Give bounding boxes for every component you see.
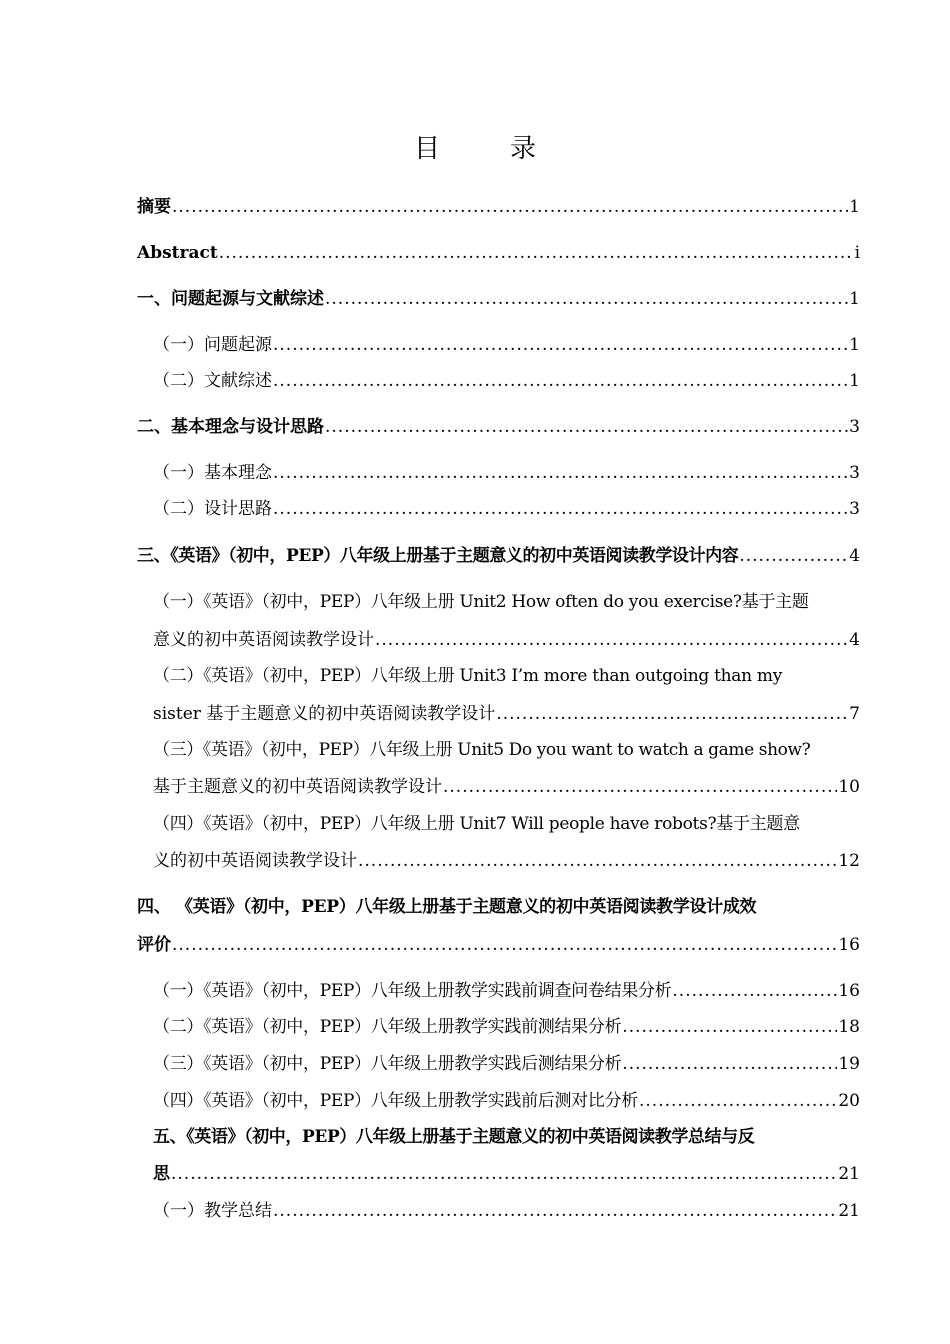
dot-leader [639, 1090, 837, 1112]
toc-page-number: 21 [838, 1164, 860, 1184]
toc-entry-title: Abstract [137, 243, 218, 263]
toc-entry-title: （二）《英语》（初中，PEP）八年级上册 Unit3 I’m more than outgoing than my [153, 666, 783, 686]
dot-leader [171, 1163, 837, 1185]
toc-page-number: 18 [838, 1017, 860, 1037]
toc-page-number: 20 [838, 1091, 860, 1111]
toc-entry-title-cont: sister 基于主题意义的初中英语阅读教学设计 [153, 704, 496, 724]
toc-entry-title: （二）设计思路 [153, 499, 272, 519]
toc-entry-title: （四）《英语》（初中，PEP）八年级上册教学实践前后测对比分析 [153, 1091, 638, 1111]
toc-page-number: i [854, 243, 860, 263]
toc-entry-title: （四）《英语》（初中，PEP）八年级上册 Unit7 Will people have robots?基于主题意 [153, 814, 800, 834]
toc-entry-section-3-1[interactable] [153, 629, 860, 651]
toc-entry-section-1-1[interactable] [153, 334, 860, 356]
toc-page-number: 7 [849, 704, 860, 724]
toc-entry-section-1[interactable] [137, 288, 860, 310]
toc-page-number: 1 [849, 197, 860, 217]
toc-page-number: 1 [849, 371, 860, 391]
dot-leader [739, 545, 848, 567]
dot-leader [672, 980, 837, 1002]
toc-page-number: 1 [849, 335, 860, 355]
dot-leader [172, 934, 837, 956]
dot-leader [273, 370, 848, 392]
toc-entry-section-4[interactable] [137, 934, 860, 956]
toc-page-number: 10 [838, 777, 860, 797]
dot-leader [273, 1200, 837, 1222]
toc-page-number: 4 [849, 546, 860, 566]
toc-entry-section-5[interactable] [153, 1163, 860, 1185]
toc-entry-title: （一）教学总结 [153, 1201, 272, 1221]
toc-entry-section-1-2[interactable] [153, 370, 860, 392]
dot-leader [622, 1053, 837, 1075]
toc-page-number: 16 [838, 981, 860, 1001]
toc-entry-title: 二、基本理念与设计思路 [137, 417, 324, 437]
dot-leader [496, 703, 848, 725]
toc-entry-title-cont: 基于主题意义的初中英语阅读教学设计 [153, 777, 442, 797]
toc-entry-section-4-1[interactable] [153, 980, 860, 1002]
toc-entry-title: （一）基本理念 [153, 463, 272, 483]
toc-entry-title: （二）文献综述 [153, 371, 272, 391]
dot-leader [622, 1016, 837, 1038]
toc-page-number: 3 [849, 499, 860, 519]
toc-entry-section-2[interactable] [137, 416, 860, 438]
toc-entry-section-3-3[interactable] [153, 776, 860, 798]
toc-entry-section-3-4-line1[interactable] [153, 813, 860, 835]
toc-entry-section-5-1[interactable] [153, 1200, 860, 1222]
toc-entry-title: 五、《英语》（初中，PEP）八年级上册基于主题意义的初中英语阅读教学总结与反 [153, 1127, 755, 1147]
toc-page-number: 4 [849, 630, 860, 650]
toc-entry-abstract-en[interactable] [137, 242, 860, 264]
toc-page-number: 3 [849, 463, 860, 483]
toc-entry-section-3-3-line1[interactable] [153, 739, 860, 761]
toc-entry-title: （二）《英语》（初中，PEP）八年级上册教学实践前测结果分析 [153, 1017, 622, 1037]
toc-entry-section-5-line1[interactable] [153, 1126, 860, 1148]
toc-page-number: 3 [849, 417, 860, 437]
toc-entry-title: 摘要 [137, 197, 171, 217]
toc-entry-title: 一、问题起源与文献综述 [137, 289, 324, 309]
toc-entry-title: （三）《英语》（初中，PEP）八年级上册教学实践后测结果分析 [153, 1054, 622, 1074]
toc-entry-section-4-2[interactable] [153, 1016, 860, 1038]
dot-leader [219, 242, 854, 264]
toc-page-number: 21 [838, 1201, 860, 1221]
page-title: 目 录 [413, 134, 558, 164]
toc-entry-abstract-cn[interactable] [137, 196, 860, 218]
toc-entry-section-2-2[interactable] [153, 498, 860, 520]
toc-entry-title: 三、《英语》（初中，PEP）八年级上册基于主题意义的初中英语阅读教学设计内容 [137, 546, 739, 566]
toc-entry-title: （三）《英语》（初中，PEP）八年级上册 Unit5 Do you want to watch a game show? [153, 740, 811, 760]
toc-entry-section-3-2-line1[interactable] [153, 665, 860, 687]
dot-leader [325, 288, 848, 310]
toc-entry-title-cont: 思 [153, 1164, 170, 1184]
toc-entry-section-4-3[interactable] [153, 1053, 860, 1075]
dot-leader [375, 629, 848, 651]
toc-entry-title-cont: 意义的初中英语阅读教学设计 [153, 630, 374, 650]
toc-entry-section-3-2[interactable] [153, 703, 860, 725]
toc-page-number: 12 [838, 851, 860, 871]
toc-entry-section-4-line1[interactable] [137, 896, 860, 918]
toc-entry-title-cont: 义的初中英语阅读教学设计 [153, 851, 357, 871]
dot-leader [273, 498, 848, 520]
dot-leader [325, 416, 848, 438]
dot-leader [273, 334, 848, 356]
toc-entry-section-3-1-line1[interactable] [153, 591, 860, 613]
toc-entry-title: （一）《英语》（初中，PEP）八年级上册 Unit2 How often do you exercise?基于主题 [153, 592, 809, 612]
dot-leader [443, 776, 837, 798]
toc-page-number: 19 [838, 1054, 860, 1074]
toc-entry-title: 四、 《英语》（初中，PEP）八年级上册基于主题意义的初中英语阅读教学设计成效 [137, 897, 757, 917]
toc-entry-section-3-4[interactable] [153, 850, 860, 872]
toc-page-number: 16 [838, 935, 860, 955]
dot-leader [273, 462, 848, 484]
toc-entry-section-2-1[interactable] [153, 462, 860, 484]
dot-leader [172, 196, 848, 218]
toc-entry-section-4-4[interactable] [153, 1090, 860, 1112]
toc-entry-section-3[interactable] [137, 545, 860, 567]
dot-leader [358, 850, 837, 872]
toc-entry-title-cont: 评价 [137, 935, 171, 955]
toc-page-number: 1 [849, 289, 860, 309]
toc-entry-title: （一）《英语》（初中，PEP）八年级上册教学实践前调查问卷结果分析 [153, 981, 672, 1001]
toc-entry-title: （一）问题起源 [153, 335, 272, 355]
